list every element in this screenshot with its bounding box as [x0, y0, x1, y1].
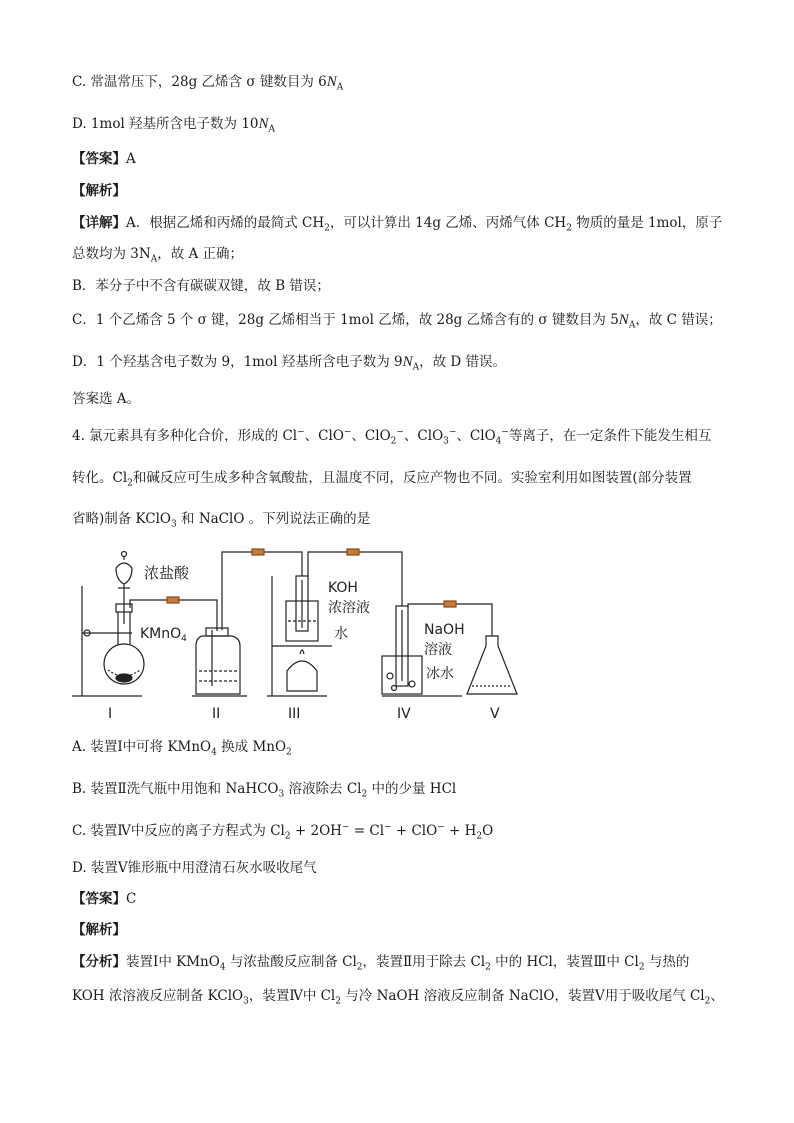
q4-analysis-line1: 【分析】装置Ⅰ中 KMnO$_4$ 与浓盐酸反应制备 $Cl_2$，装置Ⅱ用于除去 $Cl_2$ 中的 HCl，装置Ⅲ中 $Cl_2$ 与热的	[72, 954, 690, 973]
q4-option-b: B. 装置Ⅱ洗气瓶中用饱和 NaHCO$_3$ 溶液除去 $Cl_2$ 中的少量 HCl	[72, 781, 457, 800]
prev-analysis-heading: 【解析】	[72, 183, 126, 199]
roman-4: IV	[397, 706, 411, 722]
q4-option-d: D. 装置Ⅴ锥形瓶中用澄清石灰水吸收尾气	[72, 860, 317, 876]
prev-option-d: D. 1mol 羟基所含电子数为 $10N_A$	[72, 116, 276, 135]
apparatus-diagram	[72, 546, 532, 726]
q4-stem-line2: 转化。$Cl_2$和碱反应可生成多种含氧酸盐，且温度不同，反应产物也不同。实验室利用如图装置(部分装置	[72, 470, 692, 489]
roman-1: I	[108, 706, 113, 722]
conical-flask	[467, 636, 517, 694]
label-water: 水	[334, 626, 348, 642]
prev-detail-a-line2: 总数均为 $3N_A$，故 A 正确；	[72, 246, 244, 265]
q4-option-a: A. 装置Ⅰ中可将 KMnO$_4$ 换成 MnO$_2$	[72, 739, 292, 758]
roman-2: II	[212, 706, 221, 722]
label-koh: KOH	[328, 580, 358, 596]
label-conc-hcl: 浓盐酸	[144, 564, 190, 582]
label-solution: 溶液	[424, 642, 452, 658]
roman-5: V	[490, 706, 500, 722]
prev-detail-d: D．1 个羟基含电子数为 9，1mol 羟基所含电子数为 $9N_A$，故 D 错误。	[72, 354, 507, 373]
label-koh-conc: 浓溶液	[328, 600, 370, 616]
prev-answer: 【答案】A	[72, 151, 136, 167]
label-kmno4: KMnO$_4$	[140, 626, 187, 644]
label-naoh: NaOH	[424, 622, 465, 638]
roman-3: III	[288, 706, 301, 722]
q4-stem-line3: 省略)制备 KClO$_3$ 和 NaClO 。下列说法正确的是	[72, 511, 371, 530]
prev-conclusion: 答案选 A。	[72, 391, 141, 407]
prev-detail-a-line1: 【详解】A．根据乙烯和丙烯的最简式 $CH_2$，可以计算出 14g 乙烯、丙烯气体 $CH_2$ 物质的量是 1mol，原子	[72, 215, 723, 234]
alcohol-lamp	[287, 661, 317, 691]
rubber-joint	[167, 597, 179, 603]
dropping-funnel	[116, 563, 132, 584]
kmno4-solid	[116, 674, 132, 682]
q4-analysis-line2: KOH 浓溶液反应制备 KClO$_3$，装置Ⅳ中 $Cl_2$ 与冷 NaOH 溶液反应制备 NaClO，装置Ⅴ用于吸收尾气 $Cl_2$、	[72, 988, 724, 1007]
prev-option-c: C. 常温常压下，28g 乙烯含 σ 键数目为 $6N_A$	[72, 74, 344, 93]
prev-detail-c: C．1 个乙烯含 5 个 σ 键，28g 乙烯相当于 1mol 乙烯，故 28g 乙烯含有的 σ 键数目为 $5N_A$，故 C 错误；	[72, 312, 722, 331]
q4-option-c: C. 装置Ⅳ中反应的离子方程式为 $Cl_2 + 2OH^- = Cl^- + ClO^- + H_2O$	[72, 822, 494, 842]
q4-answer: 【答案】C	[72, 891, 137, 907]
q4-stem-line1: 4. 氯元素具有多种化合价，形成的 Cl−、ClO−、ClO$_2$−、ClO$_3$−、ClO$_4$−等离子，在一定条件下能发生相互	[72, 427, 712, 447]
wash-bottle	[196, 636, 240, 694]
label-ice-water: 冰水	[426, 666, 454, 682]
prev-detail-b: B．苯分子中不含有碳碳双键，故 B 错误；	[72, 278, 330, 294]
q4-analysis-heading: 【解析】	[72, 922, 126, 938]
